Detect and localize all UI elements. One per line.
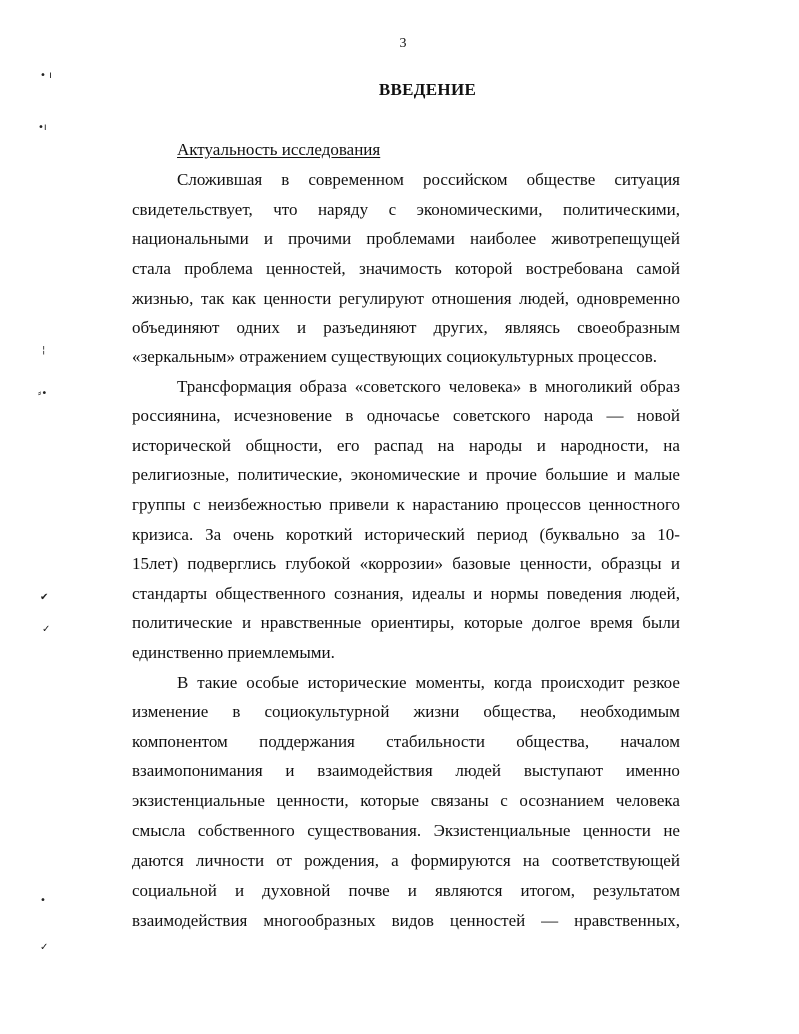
scan-artifact: ✔ xyxy=(40,592,49,603)
word: политические, xyxy=(237,465,343,484)
word: ценностей xyxy=(449,911,526,930)
word: моменты, xyxy=(415,673,485,692)
word: поддержания xyxy=(259,732,355,751)
word: и xyxy=(407,881,417,900)
word: рождения, xyxy=(304,851,379,870)
scan-artifact: ¦ xyxy=(42,345,46,356)
word: одночасье xyxy=(366,406,440,425)
word: и xyxy=(297,318,307,337)
word: в xyxy=(529,377,538,396)
word: регулируют xyxy=(338,289,424,308)
word: (буквально xyxy=(539,525,620,544)
word: национальными xyxy=(132,229,249,248)
word: являются xyxy=(434,881,503,900)
word: были xyxy=(642,613,680,632)
scan-artifact: • ı xyxy=(40,70,52,81)
word: взаимодействия xyxy=(132,911,248,930)
word: многообразных xyxy=(263,911,376,930)
word: свидетельствует, xyxy=(132,200,253,219)
scan-artifact: •ı xyxy=(38,122,47,133)
word: базовые xyxy=(452,554,511,573)
word: и xyxy=(285,761,295,780)
word: смысла xyxy=(132,821,186,840)
word: нравственные xyxy=(260,613,362,632)
text-line xyxy=(132,259,680,279)
word: экзистенциальные xyxy=(132,791,265,810)
text-line xyxy=(132,881,680,901)
word: и xyxy=(468,465,478,484)
word: группы xyxy=(132,495,186,514)
page-title: ВВЕДЕНИЕ xyxy=(378,80,477,99)
word: ценности, xyxy=(519,554,592,573)
word: период xyxy=(476,525,528,544)
word: которой xyxy=(455,259,513,278)
word: обществе xyxy=(526,170,596,189)
word: наиболее xyxy=(469,229,537,248)
word: кризиса. xyxy=(132,525,194,544)
word: объединяют xyxy=(132,318,220,337)
text-line xyxy=(132,465,680,485)
word: даются xyxy=(132,851,184,870)
word: идеалы xyxy=(411,584,465,603)
word: политические xyxy=(132,613,233,632)
word: 10- xyxy=(657,525,680,544)
word: распад xyxy=(374,436,423,455)
word: привели xyxy=(329,495,389,514)
text-line xyxy=(132,318,680,338)
word: новой xyxy=(636,406,680,425)
word: процессов xyxy=(506,495,582,514)
word: ценности xyxy=(263,289,332,308)
word: время xyxy=(590,613,633,632)
word: и xyxy=(234,881,245,900)
word: экономические xyxy=(350,465,461,484)
word: общества, xyxy=(483,702,557,721)
page-number: 3 xyxy=(399,36,407,51)
word: российском xyxy=(422,170,508,189)
word: востребована xyxy=(525,259,623,278)
word: к xyxy=(396,495,405,514)
word: своеобразным xyxy=(577,318,680,337)
word: других, xyxy=(433,318,488,337)
word: социокультурной xyxy=(264,702,390,721)
word: политическими, xyxy=(562,200,680,219)
word: выступают xyxy=(523,761,604,780)
word: стала xyxy=(132,259,171,278)
word: одновременно xyxy=(576,289,680,308)
word: исчезновение xyxy=(233,406,333,425)
text-line xyxy=(132,525,680,545)
word: не xyxy=(663,821,680,840)
text-line xyxy=(132,200,680,220)
word: именно xyxy=(625,761,680,780)
text-line xyxy=(132,289,680,309)
word: ценностного xyxy=(588,495,680,514)
scan-artifact: • xyxy=(40,895,46,906)
text-line xyxy=(132,554,680,574)
word: существования. xyxy=(307,821,422,840)
word: и xyxy=(536,436,546,455)
word: с xyxy=(192,495,201,514)
word: такие xyxy=(197,673,238,692)
word: а xyxy=(391,851,399,870)
text-line xyxy=(177,377,680,397)
word: «коррозии» xyxy=(359,554,443,573)
word: Экзистенциальные xyxy=(433,821,571,840)
word: исторической xyxy=(132,436,232,455)
word: итогом, xyxy=(520,881,576,900)
word: резкое xyxy=(633,673,680,692)
word: — xyxy=(541,911,559,930)
word: образ xyxy=(640,377,680,396)
word: когда xyxy=(493,673,532,692)
text-line xyxy=(132,911,680,931)
word: животрепещущей xyxy=(551,229,680,248)
word: экономическими, xyxy=(416,200,543,219)
word: необходимым xyxy=(580,702,680,721)
word: жизнью, xyxy=(132,289,194,308)
word: в xyxy=(281,170,290,189)
text-line xyxy=(132,791,680,811)
word: взаимопонимания xyxy=(132,761,263,780)
word: собственного xyxy=(197,821,295,840)
text-line: единственно приемлемыми. xyxy=(132,643,335,662)
word: образа xyxy=(299,377,347,396)
text-line: «зеркальным» отражением существующих социокультурных процессов. xyxy=(132,347,658,366)
text-line xyxy=(177,170,680,190)
word: формируются xyxy=(410,851,511,870)
text-line xyxy=(132,761,680,781)
word: и xyxy=(616,465,626,484)
word: нравственных, xyxy=(574,911,680,930)
word: общественного xyxy=(215,584,326,603)
word: нарастанию xyxy=(412,495,499,514)
word: очень xyxy=(233,525,275,544)
word: народа xyxy=(543,406,594,425)
word: в xyxy=(345,406,354,425)
word: ценности xyxy=(582,821,651,840)
word: Трансформация xyxy=(177,377,292,396)
word: «советского xyxy=(354,377,441,396)
word: и xyxy=(473,584,483,603)
scan-artifact: ✓ xyxy=(40,942,49,953)
word: что xyxy=(273,200,298,219)
word: многоликий xyxy=(545,377,633,396)
word: началом xyxy=(620,732,680,751)
word: его xyxy=(336,436,360,455)
word: нормы xyxy=(490,584,539,603)
word: ориентиры, xyxy=(370,613,455,632)
word: прочими xyxy=(288,229,352,248)
word: происходит xyxy=(540,673,625,692)
word: одних xyxy=(236,318,280,337)
word: особые xyxy=(246,673,299,692)
word: общности, xyxy=(245,436,323,455)
word: человека xyxy=(615,791,680,810)
word: разъединяют xyxy=(323,318,417,337)
section-subheading: Актуальность исследования xyxy=(177,140,381,159)
text-line xyxy=(132,702,680,722)
word: и xyxy=(242,613,252,632)
word: с xyxy=(500,791,508,810)
word: соответствующей xyxy=(551,851,680,870)
word: и xyxy=(670,554,680,573)
word: отношения xyxy=(431,289,512,308)
word: которые xyxy=(360,791,420,810)
word: духовной xyxy=(262,881,331,900)
word: людей xyxy=(455,761,502,780)
word: современном xyxy=(308,170,404,189)
word: изменение xyxy=(132,702,209,721)
word: взаимодействия xyxy=(317,761,433,780)
word: неизбежностью xyxy=(208,495,322,514)
word: личности xyxy=(195,851,265,870)
word: ценности, xyxy=(276,791,349,810)
word: религиозные, xyxy=(132,465,230,484)
word: в xyxy=(232,702,241,721)
word: на xyxy=(437,436,455,455)
word: социальной xyxy=(132,881,217,900)
word: почве xyxy=(348,881,390,900)
word: и xyxy=(263,229,273,248)
word: долгое xyxy=(532,613,581,632)
word: стабильности xyxy=(386,732,485,751)
word: наряду xyxy=(317,200,369,219)
word: 15лет) xyxy=(132,554,179,573)
word: стандарты xyxy=(132,584,208,603)
word: от xyxy=(276,851,292,870)
word: на xyxy=(522,851,540,870)
word: образцы xyxy=(601,554,662,573)
word: осознанием xyxy=(519,791,605,810)
word: За xyxy=(205,525,222,544)
text-line xyxy=(132,821,680,841)
word: результатом xyxy=(593,881,680,900)
word: так xyxy=(200,289,225,308)
word: народы xyxy=(468,436,523,455)
scan-artifact: ⸗• xyxy=(38,388,48,399)
word: проблема xyxy=(184,259,253,278)
word: самой xyxy=(636,259,680,278)
word: Сложившая xyxy=(177,170,263,189)
text-line xyxy=(132,406,680,426)
text-line xyxy=(132,613,680,633)
word: на xyxy=(663,436,680,455)
word: ценностей, xyxy=(266,259,346,278)
word: как xyxy=(232,289,256,308)
text-line xyxy=(132,495,680,515)
word: прочие xyxy=(486,465,537,484)
word: подверглись xyxy=(187,554,277,573)
word: проблемами xyxy=(366,229,455,248)
word: малые xyxy=(634,465,680,484)
word: компонентом xyxy=(132,732,228,751)
text-line xyxy=(132,732,680,752)
word: сознания, xyxy=(334,584,404,603)
word: человека» xyxy=(448,377,522,396)
text-line xyxy=(132,584,680,604)
word: большие xyxy=(545,465,609,484)
word: — xyxy=(606,406,624,425)
word: поведения xyxy=(546,584,622,603)
word: людей, xyxy=(519,289,569,308)
word: общества, xyxy=(516,732,590,751)
word: значимость xyxy=(358,259,442,278)
word: с xyxy=(388,200,397,219)
word: глубокой xyxy=(285,554,351,573)
text-line xyxy=(177,673,680,693)
word: россиянина, xyxy=(132,406,221,425)
text-line xyxy=(132,229,680,249)
word: являясь xyxy=(504,318,560,337)
word: народности, xyxy=(560,436,649,455)
word: жизни xyxy=(413,702,460,721)
word: советского xyxy=(452,406,531,425)
word: исторический xyxy=(364,525,465,544)
word: людей, xyxy=(630,584,680,603)
word: которые xyxy=(463,613,523,632)
word: за xyxy=(631,525,646,544)
word: связаны xyxy=(430,791,489,810)
scan-artifact: ✓ xyxy=(42,624,51,635)
text-line xyxy=(132,851,680,871)
word: В xyxy=(177,673,189,692)
word: видов xyxy=(391,911,434,930)
word: короткий xyxy=(285,525,353,544)
word: исторические xyxy=(307,673,407,692)
word: ситуация xyxy=(614,170,680,189)
text-line xyxy=(132,436,680,456)
